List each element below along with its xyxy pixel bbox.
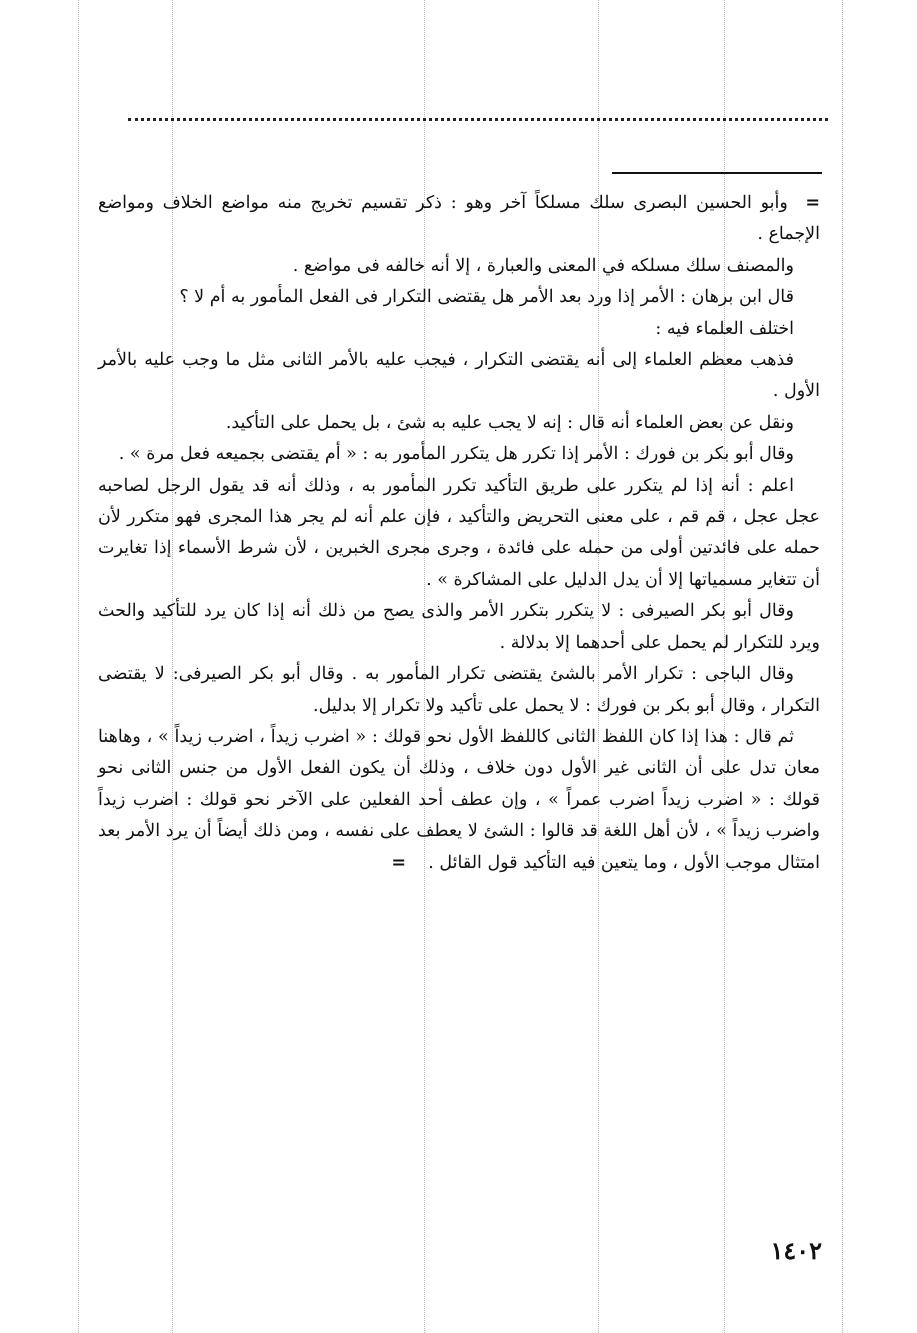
scan-guide-line — [842, 0, 843, 1333]
footnote-paragraph: والمصنف سلك مسلكه في المعنى والعبارة ، إلا أنه خالفه فى مواضع . — [292, 255, 794, 276]
footnote-paragraph: فذهب معظم العلماء إلى أنه يقتضى التكرار ، فيجب عليه بالأمر الثانى مثل ما وجب عليه بالأمر الأول . — [98, 350, 820, 402]
footnote-paragraph: وقال الباجى : تكرار الأمر بالشئ يقتضى تكرار المأمور به . وقال أبو بكر الصيرفى: لا يقتضى التكرار ، وقال أبو بكر بن فورك : لا يحمل على تأكيد ولا تكرار إلا بدليل. — [98, 664, 820, 716]
footnote-text — [98, 188, 820, 879]
footnote-paragraph: وقال أبو بكر بن فورك : الأمر إذا تكرر هل يتكرر المأمور به : « أم يقتضى بجميعه فعل مرة » . — [118, 444, 794, 465]
footnote-paragraph: قال ابن برهان : الأمر إذا ورد بعد الأمر هل يقتضى التكرار فى الفعل المأمور به أم لا ؟ — [179, 287, 794, 308]
continuation-mark: = — [805, 193, 820, 213]
paragraph-text: ثم قال : هذا إذا كان اللفظ الثانى كاللفظ الأول نحو قولك : « اضرب زيداً ، اضرب زيداً » ، وهاهنا معان تدل على أن الثانى غير الأول دون خلاف ، وذلك أن يكون الفعل الأول من جنس الثانى نحو قولك : « اضرب زيداً اضرب عمراً » ، وإن عطف أحد الفعلين على الآخر نحو قولك : اضرب زيداً واضرب زيداً » ، لأن أهل اللغة قد قالوا : الشئ لا يعطف على نفسه ، ومن ذلك أيضاً أن يرد الأمر بعد امتثال موجب الأول ، وما يتعين فيه التأكيد قول القائل . — [98, 726, 820, 873]
page-number: ١٤٠٢ — [770, 1236, 822, 1265]
footnote-paragraph: وقال أبو بكر الصيرفى : لا يتكرر بتكرر الأمر والذى يصح من ذلك أنه إذا كان يرد للتأكيد والحث ويرد للتكرار لم يحمل على أحدهما إلا بدلالة . — [98, 601, 820, 653]
paragraph-text: وأبو الحسين البصرى سلك مسلكاً آخر وهو : ذكر تقسيم تخريج منه مواضع الخلاف ومواضع الإجماع . — [98, 193, 820, 245]
footnote-paragraph: اعلم : أنه إذا لم يتكرر على طريق التأكيد تكرر المأمور به ، وذلك أنه قد يقول الرجل لصاحبه عجل عجل ، قم قم ، على معنى التحريض والتأكيد ، فإن علم أنه لم يجر هذا المجرى فهو متكرر لأن حمله على فائدتين أولى من حمله على فائدة ، وجرى مجرى الخبرين ، لأن شرط الأسماء إذا تغايرت أن تتغاير مسمياتها إلا أن يدل الدليل على المشاكرة » . — [98, 475, 821, 590]
footnote-paragraph — [98, 722, 820, 879]
scan-guide-line — [78, 0, 79, 1333]
footnote-separator-rule — [612, 172, 822, 174]
continuation-mark: = — [391, 852, 407, 873]
footnote-paragraph: ونقل عن بعض العلماء أنه قال : إنه لا يجب عليه به شئ ، بل يحمل على التأكيد. — [225, 412, 794, 433]
header-dotted-separator — [128, 118, 828, 121]
footnote-paragraph: اختلف العلماء فيه : — [655, 318, 794, 339]
footnote-paragraph — [98, 188, 820, 251]
